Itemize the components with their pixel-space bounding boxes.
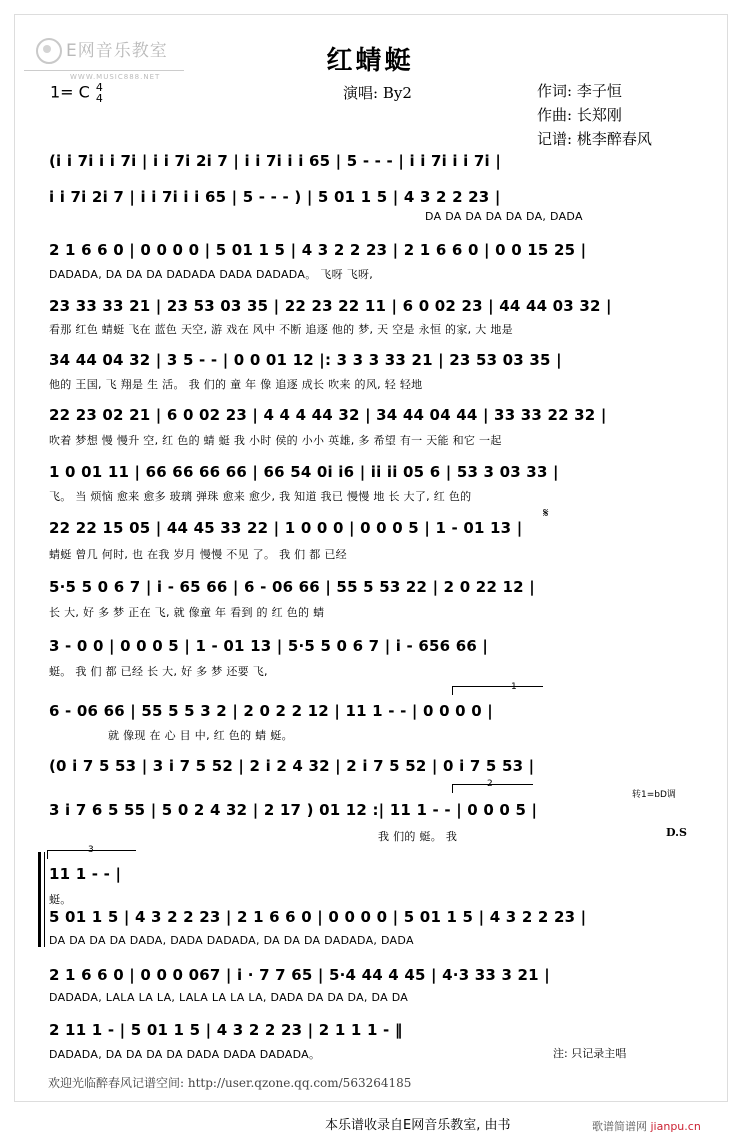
time-bottom: 4	[95, 92, 103, 105]
system-17-notes: 2 11 1 - | 5 01 1 5 | 4 3 2 2 23 | 2 1 1 1 - ‖	[49, 1021, 403, 1039]
system-14-lyrics: 蜓。	[49, 893, 72, 906]
performance-note: 注: 只记录主唱	[553, 1047, 627, 1060]
watermark	[592, 1118, 701, 1134]
ending-2-number: 2	[487, 779, 493, 789]
repeat-thin-bar	[44, 852, 45, 947]
system-11-lyrics: 就 像现 在 心 目 中, 红 色的 蜻 蜓。	[108, 729, 293, 742]
system-11-notes: 6 - 06 66 | 55 5 5 3 2 | 2 0 2 2 12 | 11 1 - - | 0 0 0 0 |	[49, 702, 493, 720]
system-8-notes: 22 22 15 05 | 44 45 33 22 | 1 0 0 0 | 0 0 0 5 | 1 - 01 13 |	[49, 519, 523, 537]
transcriber-credit: 记谱: 桃李醉春风	[537, 130, 652, 148]
ending-1-bracket	[452, 682, 543, 695]
song-title: 红蜻蜓	[326, 46, 414, 76]
system-9-notes: 5·5 5 0 6 7 | i - 65 66 | 6 - 06 66 | 55 5 53 22 | 2 0 22 12 |	[49, 578, 535, 596]
system-2-lyrics: DA DA DA DA DA DA, DADA	[425, 210, 583, 223]
system-15-lyrics: DA DA DA DA DADA, DADA DADADA, DA DA DA DADADA, DADA	[49, 934, 414, 947]
logo-text: E网音乐教室	[66, 41, 168, 61]
logo-url: WWW.MUSIC888.NET	[70, 73, 161, 81]
time-signature	[96, 82, 103, 104]
system-4-lyrics: 看那 红色 蜻蜓 飞在 蓝色 天空, 游 戏在 风中 不断 追逐 他的 梦, 天 空是 永恒 的家, 大 地是	[49, 323, 513, 336]
system-7-lyrics: 飞。 当 烦恼 愈来 愈多 玻璃 弹珠 愈来 愈少, 我 知道 我已 慢慢 地 长 大了, 红 色的	[49, 490, 472, 503]
system-17-lyrics: DADADA, DA DA DA DA DADA DADA DADADA。	[49, 1048, 321, 1061]
system-8-lyrics: 蜻蜓 曾几 何时, 也 在我 岁月 慢慢 不见 了。 我 们 都 已经	[49, 548, 347, 561]
watermark-text: 歌谱简谱网	[592, 1120, 647, 1133]
system-13-notes: 3 i 7 6 5 55 | 5 0 2 4 32 | 2 17 ) 01 12 :| 11 1 - - | 0 0 0 5 |	[49, 801, 538, 819]
repeat-thick-bar	[38, 852, 41, 947]
system-7-notes: 1 0 01 11 | 66 66 66 66 | 66 54 0i i6 | ii ii 05 6 | 53 3 03 33 |	[49, 463, 559, 481]
ending-1-number: 1	[511, 682, 517, 692]
system-6-lyrics: 吹着 梦想 慢 慢升 空, 红 色的 蜻 蜓 我 小时 侯的 小小 英雄, 多 希望 有一 天能 和它 一起	[49, 434, 502, 447]
system-6-notes: 22 23 02 21 | 6 0 02 23 | 4 4 4 44 32 | 34 44 04 44 | 33 33 22 32 |	[49, 406, 607, 424]
ds-mark: D.S	[666, 826, 687, 839]
system-5-notes: 34 44 04 32 | 3 5 - - | 0 0 01 12 |: 3 3 3 33 21 | 23 53 03 35 |	[49, 351, 562, 369]
modulation-mark: 转1=bD调	[632, 790, 676, 800]
watermark-url: jianpu.cn	[650, 1120, 701, 1133]
system-12-notes: (0 i 7 5 53 | 3 i 7 5 52 | 2 i 2 4 32 | 2 i 7 5 52 | 0 i 7 5 53 |	[49, 757, 535, 775]
system-13-lyrics: 我 们的 蜓。 我	[378, 830, 458, 843]
system-4-notes: 23 33 33 21 | 23 53 03 35 | 22 23 22 11 | 6 0 02 23 | 44 44 03 32 |	[49, 297, 612, 315]
composer-credit: 作曲: 长郑刚	[537, 106, 622, 124]
system-5-lyrics: 他的 王国, 飞 翔是 生 活。 我 们的 童 年 像 追逐 成长 吹来 的风, 轻 轻地	[49, 378, 423, 391]
system-16-notes: 2 1 6 6 0 | 0 0 0 067 | i · 7 7 65 | 5·4 44 4 45 | 4·3 33 3 21 |	[49, 966, 550, 984]
system-10-notes: 3 - 0 0 | 0 0 0 5 | 1 - 01 13 | 5·5 5 0 6 7 | i - 656 66 |	[49, 637, 489, 655]
system-2-notes: i i 7i 2i 7 | i i 7i i i 65 | 5 - - - ) | 5 01 1 5 | 4 3 2 2 23 |	[49, 188, 501, 206]
key-signature	[50, 82, 103, 104]
system-9-lyrics: 长 大, 好 多 梦 正在 飞, 就 像童 年 看到 的 红 色的 蜻	[49, 606, 325, 619]
system-14-notes: 11 1 - - |	[49, 865, 122, 883]
system-3-notes: 2 1 6 6 0 | 0 0 0 0 | 5 01 1 5 | 4 3 2 2 23 | 2 1 6 6 0 | 0 0 15 25 |	[49, 241, 587, 259]
ending-3-number: 3	[88, 845, 94, 855]
system-15-notes: 5 01 1 5 | 4 3 2 2 23 | 2 1 6 6 0 | 0 0 0 0 | 5 01 1 5 | 4 3 2 2 23 |	[49, 908, 587, 926]
ending-3-bracket	[47, 845, 136, 859]
system-1-notes: (i i 7i i i 7i | i i 7i 2i 7 | i i 7i i i 65 | 5 - - - | i i 7i i i 7i |	[49, 152, 501, 170]
time-top: 4	[95, 81, 103, 94]
lyricist-credit: 作词: 李子恒	[537, 82, 622, 100]
source-footer: 本乐谱收录自E网音乐教室, 由书	[325, 1118, 511, 1133]
system-3-lyrics: DADADA, DA DA DA DADADA DADA DADADA。 飞呀 飞呀,	[49, 268, 374, 281]
key-text: 1= C	[50, 82, 90, 102]
segno-sign: 𝄋	[543, 506, 549, 521]
singer-credit: 演唱: By2	[343, 84, 412, 102]
system-10-lyrics: 蜓。 我 们 都 已经 长 大, 好 多 梦 还要 飞,	[49, 665, 268, 678]
blog-footer: 欢迎光临醉春风记谱空间: http://user.qzone.qq.com/563264185	[48, 1076, 412, 1090]
ending-2-bracket	[452, 779, 533, 793]
system-16-lyrics: DADADA, LALA LA LA, LALA LA LA LA, DADA DA DA DA, DA DA	[49, 991, 409, 1004]
